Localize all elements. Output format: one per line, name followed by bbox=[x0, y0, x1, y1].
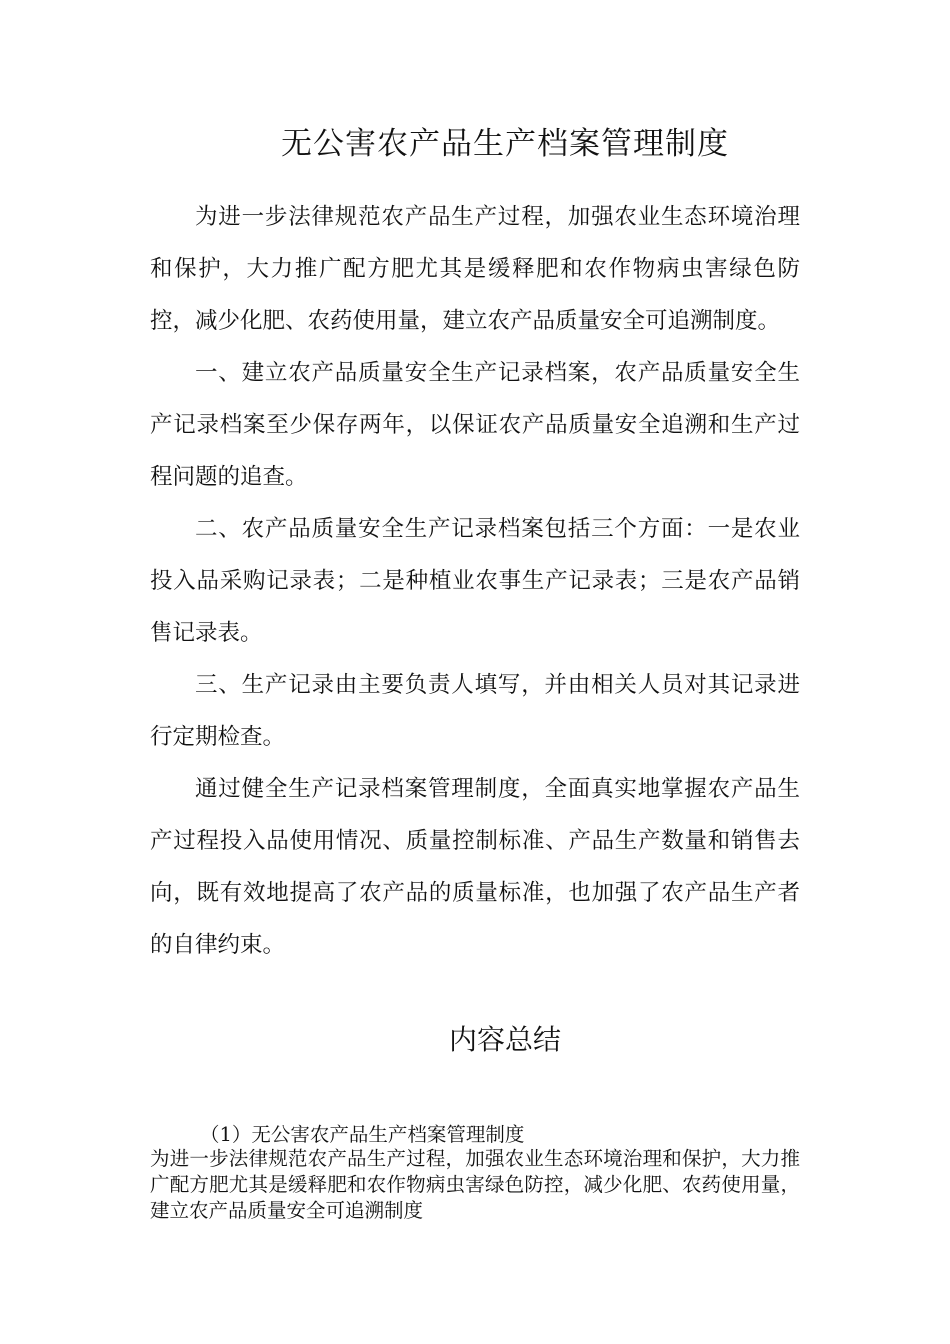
summary-item-text: 为进一步法律规范农产品生产过程，加强农业生态环境治理和保护，大力推广配方肥尤其是缓释肥和农作物病虫害绿色防控，减少化肥、农药使用量，建立农产品质量安全可追溯制度 bbox=[150, 1147, 800, 1222]
summary-item-heading: （1）无公害农产品生产档案管理制度 bbox=[200, 1123, 525, 1146]
document-title: 无公害农产品生产档案管理制度 bbox=[281, 126, 729, 162]
body-paragraph-intro: 为进一步法律规范农产品生产过程，加强农业生态环境治理和保护，大力推广配方肥尤其是缓释肥和农作物病虫害绿色防控，减少化肥、农药使用量，建立农产品质量安全可追溯制度。 bbox=[150, 204, 800, 334]
summary-title: 内容总结 bbox=[448, 1023, 561, 1056]
document-body bbox=[150, 191, 800, 971]
body-paragraph-item-1: 一、建立农产品质量安全生产记录档案，农产品质量安全生产记录档案至少保存两年，以保证农产品质量安全追溯和生产过程问题的追查。 bbox=[150, 360, 800, 490]
summary-item-body bbox=[150, 1146, 800, 1224]
body-paragraph-item-2: 二、农产品质量安全生产记录档案包括三个方面：一是农业投入品采购记录表；二是种植业农事生产记录表；三是农产品销售记录表。 bbox=[150, 516, 800, 646]
body-paragraph-item-3: 三、生产记录由主要负责人填写，并由相关人员对其记录进行定期检查。 bbox=[150, 672, 800, 750]
body-paragraph-conclusion: 通过健全生产记录档案管理制度，全面真实地掌握农产品生产过程投入品使用情况、质量控制标准、产品生产数量和销售去向，既有效地提高了农产品的质量标准，也加强了农产品生产者的自律约束。 bbox=[150, 776, 800, 958]
